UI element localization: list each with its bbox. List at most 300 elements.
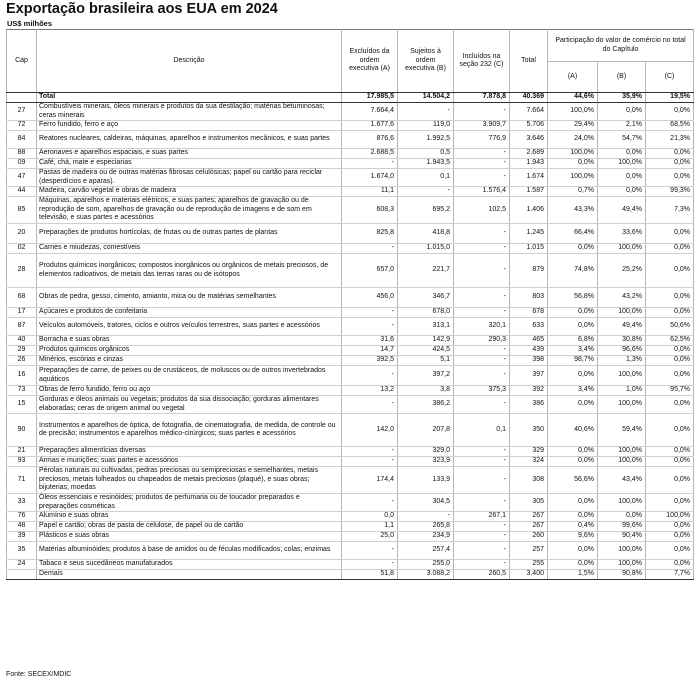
table-cell-description: Açúcares e produtos de confeitaria	[37, 308, 342, 318]
table-cell-share-a: 0,0%	[548, 447, 598, 457]
table-cell-total: 439	[510, 346, 548, 356]
table-cell-description: Preparações de produtos hortícolas, de frutas ou de outras partes de plantas	[37, 224, 342, 244]
table-cell-share-a: 9,6%	[548, 532, 598, 542]
table-cell-excluded: -	[342, 457, 398, 467]
table-cell-cap: 27	[7, 103, 37, 121]
table-cell-share-b: 100,0%	[598, 542, 646, 560]
table-cell-excluded: -	[342, 366, 398, 386]
table-cell-cap: 15	[7, 396, 37, 414]
table-cell-description: Obras de pedra, gesso, cimento, amianto, mica ou de matérias semelhantes	[37, 288, 342, 308]
table-cell-excluded: 31,6	[342, 336, 398, 346]
table-cell-excluded: 14,7	[342, 346, 398, 356]
table-cell-subject: 424,5	[398, 346, 454, 356]
table-cell-share-a: 44,6%	[548, 93, 598, 103]
table-cell-excluded: -	[342, 560, 398, 570]
table-cell-total: 5.706	[510, 121, 548, 131]
header-share-c: (C)	[646, 62, 694, 93]
table-cell-share-a: 0,0%	[548, 308, 598, 318]
table-cell-subject: 304,5	[398, 494, 454, 512]
table-cell-cap: 29	[7, 346, 37, 356]
table-row	[7, 512, 694, 522]
table-cell-share-a: 100,0%	[548, 149, 598, 159]
table-cell-share-a: 74,8%	[548, 254, 598, 288]
table-cell-share-a: 0,0%	[548, 244, 598, 254]
table-cell-total: 386	[510, 396, 548, 414]
table-cell-total: 2.689	[510, 149, 548, 159]
table-cell-excluded: 657,0	[342, 254, 398, 288]
table-cell-total: 267	[510, 512, 548, 522]
table-cell-share-b: 1,0%	[598, 386, 646, 396]
table-cell-excluded: 608,3	[342, 197, 398, 224]
table-cell-share-c: 50,6%	[646, 318, 694, 336]
table-cell-description: Armas e munições; suas partes e acessórios	[37, 457, 342, 467]
table-cell-share-c: 0,0%	[646, 414, 694, 447]
table-cell-share-b: 100,0%	[598, 457, 646, 467]
table-cell-share-c: 62,5%	[646, 336, 694, 346]
table-cell-share-a: 0,0%	[548, 366, 598, 386]
table-cell-included: -	[454, 467, 510, 494]
header-share-a: (A)	[548, 62, 598, 93]
table-cell-share-a: 0,0%	[548, 318, 598, 336]
unit-subtitle: US$ milhões	[7, 19, 53, 28]
table-cell-excluded: 392,5	[342, 356, 398, 366]
export-table	[6, 29, 694, 580]
table-cell-excluded: -	[342, 308, 398, 318]
table-cell-description: Tabaco e seus sucedâneos manufaturados	[37, 560, 342, 570]
table-cell-excluded: 825,8	[342, 224, 398, 244]
table-cell-share-c: 0,0%	[646, 103, 694, 121]
table-cell-description: Máquinas, aparelhos e materiais elétricos, e suas partes; aparelhos de gravação ou de reprodução de som, aparelhos de gravação ou de reprodução de imagens e de som em televisão, e suas partes e acessórios	[37, 197, 342, 224]
table-cell-included: 320,1	[454, 318, 510, 336]
table-cell-subject: 265,8	[398, 522, 454, 532]
source-note: Fonte: SECEX/MDIC	[6, 671, 72, 678]
table-cell-excluded: -	[342, 396, 398, 414]
table-cell-share-b: 25,2%	[598, 254, 646, 288]
table-cell-description: Plásticos e suas obras	[37, 532, 342, 542]
table-cell-cap: 35	[7, 542, 37, 560]
table-cell-total: 1.943	[510, 159, 548, 169]
table-cell-total: 257	[510, 542, 548, 560]
header-share-b: (B)	[598, 62, 646, 93]
table-cell-subject: 207,8	[398, 414, 454, 447]
table-cell-description: Instrumentos e aparelhos de óptica, de fotografia, de cinematografia, de medida, de controle ou de precisão; instrumentos e aparelhos médico-cirúrgicos; suas partes e acessórios	[37, 414, 342, 447]
table-cell-description: Preparações de carne, de peixes ou de crustáceos, de moluscos ou de outros invertebrados aquáticos	[37, 366, 342, 386]
table-body	[7, 93, 694, 580]
table-cell-included: -	[454, 366, 510, 386]
table-cell-total: 633	[510, 318, 548, 336]
table-cell-cap: 73	[7, 386, 37, 396]
table-cell-description: Óleos essenciais e resinóides; produtos de perfumaria ou de toucador preparados e preparações cosméticas	[37, 494, 342, 512]
table-cell-excluded: -	[342, 244, 398, 254]
table-cell-included: 1.576,4	[454, 187, 510, 197]
table-cell-excluded: -	[342, 159, 398, 169]
table-row	[7, 169, 694, 187]
table-cell-share-a: 0,0%	[548, 159, 598, 169]
table-row	[7, 159, 694, 169]
table-row	[7, 542, 694, 560]
table-cell-subject: -	[398, 512, 454, 522]
table-row	[7, 288, 694, 308]
table-cell-cap: 68	[7, 288, 37, 308]
table-row	[7, 346, 694, 356]
table-cell-share-a: 1,5%	[548, 570, 598, 580]
header-total: Total	[510, 30, 548, 93]
table-cell-share-b: 0,0%	[598, 169, 646, 187]
table-cell-cap: 48	[7, 522, 37, 532]
table-cell-subject: 142,9	[398, 336, 454, 346]
table-cell-included: 260,5	[454, 570, 510, 580]
table-cell-share-c: 100,0%	[646, 512, 694, 522]
table-cell-subject: 1.943,5	[398, 159, 454, 169]
table-cell-share-c: 19,5%	[646, 93, 694, 103]
table-cell-included: 267,1	[454, 512, 510, 522]
table-row	[7, 187, 694, 197]
table-cell-included: 7.878,8	[454, 93, 510, 103]
table-cell-share-c: 7,3%	[646, 197, 694, 224]
table-cell-included: -	[454, 542, 510, 560]
table-cell-excluded: -	[342, 542, 398, 560]
table-row	[7, 308, 694, 318]
table-cell-total: 392	[510, 386, 548, 396]
table-cell-included: -	[454, 103, 510, 121]
table-cell-description: Carnes e miudezas, comestíveis	[37, 244, 342, 254]
table-cell-cap: 24	[7, 560, 37, 570]
table-cell-cap: 40	[7, 336, 37, 346]
table-row-total	[7, 93, 694, 103]
table-cell-description: Minérios, escórias e cinzas	[37, 356, 342, 366]
header-included: Incluídos na seção 232 (C)	[454, 30, 510, 93]
table-row	[7, 386, 694, 396]
table-cell-share-b: 100,0%	[598, 366, 646, 386]
table-cell-cap: 44	[7, 187, 37, 197]
table-cell-excluded: 1.677,6	[342, 121, 398, 131]
table-cell-share-a: 0,4%	[548, 522, 598, 532]
table-cell-description: Papel e cartão; obras de pasta de celulose, de papel ou de cartão	[37, 522, 342, 532]
table-cell-description: Ferro fundido, ferro e aço	[37, 121, 342, 131]
table-cell-share-b: 0,0%	[598, 512, 646, 522]
table-cell-included: 375,3	[454, 386, 510, 396]
table-cell-share-b: 0,0%	[598, 149, 646, 159]
table-cell-cap: 09	[7, 159, 37, 169]
table-cell-excluded: -	[342, 447, 398, 457]
table-cell-excluded: -	[342, 494, 398, 512]
table-cell-share-a: 0,0%	[548, 457, 598, 467]
table-cell-share-c: 0,0%	[646, 308, 694, 318]
table-cell-cap: 02	[7, 244, 37, 254]
table-cell-cap: 20	[7, 224, 37, 244]
table-cell-included: -	[454, 447, 510, 457]
table-cell-included: -	[454, 346, 510, 356]
table-cell-total: 1.015	[510, 244, 548, 254]
table-cell-share-c: 0,0%	[646, 159, 694, 169]
table-cell-description: Gorduras e óleos animais ou vegetais; produtos da sua dissociação; gorduras alimentares elaboradas; ceras de origem animal ou vegetal	[37, 396, 342, 414]
table-cell-included: -	[454, 494, 510, 512]
table-cell-subject: 386,2	[398, 396, 454, 414]
table-cell-total: 3.400	[510, 570, 548, 580]
table-cell-subject: 313,1	[398, 318, 454, 336]
table-cell-share-b: 90,8%	[598, 570, 646, 580]
table-cell-share-c: 0,0%	[646, 224, 694, 244]
table-cell-cap: 93	[7, 457, 37, 467]
table-cell-total: 255	[510, 560, 548, 570]
table-row	[7, 570, 694, 580]
table-cell-share-b: 59,4%	[598, 414, 646, 447]
table-cell-share-b: 0,0%	[598, 187, 646, 197]
table-cell-description: Aeronaves e aparelhos espaciais, e suas partes	[37, 149, 342, 159]
table-cell-share-c: 99,3%	[646, 187, 694, 197]
table-cell-total: 267	[510, 522, 548, 532]
table-row	[7, 244, 694, 254]
table-row	[7, 318, 694, 336]
table-cell-share-c: 0,0%	[646, 346, 694, 356]
table-cell-share-a: 24,0%	[548, 131, 598, 149]
table-row	[7, 356, 694, 366]
table-cell-subject: 1.992,5	[398, 131, 454, 149]
table-cell-cap: 17	[7, 308, 37, 318]
table-cell-excluded: 25,0	[342, 532, 398, 542]
table-cell-cap: 39	[7, 532, 37, 542]
table-cell-cap: 88	[7, 149, 37, 159]
table-row	[7, 131, 694, 149]
table-cell-share-b: 54,7%	[598, 131, 646, 149]
table-row	[7, 494, 694, 512]
table-cell-cap: 47	[7, 169, 37, 187]
table-cell-description: Combustíveis minerais, óleos minerais e produtos da sua destilação; matérias betuminosas; ceras minerais	[37, 103, 342, 121]
table-cell-subject: 0,5	[398, 149, 454, 159]
table-cell-share-c: 0,0%	[646, 169, 694, 187]
table-row	[7, 336, 694, 346]
table-cell-included: 102,5	[454, 197, 510, 224]
table-cell-cap: 26	[7, 356, 37, 366]
table-cell-share-c: 95,7%	[646, 386, 694, 396]
header-subject: Sujeitos à ordem executiva (B)	[398, 30, 454, 93]
table-cell-share-b: 100,0%	[598, 447, 646, 457]
header-cap: Cap	[7, 30, 37, 93]
table-cell-total: 803	[510, 288, 548, 308]
table-row	[7, 149, 694, 159]
table-cell-share-b: 100,0%	[598, 244, 646, 254]
table-cell-excluded: 2.688,5	[342, 149, 398, 159]
table-cell-share-b: 90,4%	[598, 532, 646, 542]
table-cell-cap: 71	[7, 467, 37, 494]
table-cell-share-b: 2,1%	[598, 121, 646, 131]
table-cell-total: 40.369	[510, 93, 548, 103]
table-cell-share-c: 0,0%	[646, 542, 694, 560]
table-cell-total: 7.664	[510, 103, 548, 121]
table-cell-share-a: 6,8%	[548, 336, 598, 346]
table-cell-share-b: 0,0%	[598, 103, 646, 121]
table-cell-excluded: 174,4	[342, 467, 398, 494]
table-cell-included: 290,3	[454, 336, 510, 346]
table-cell-share-a: 0,0%	[548, 512, 598, 522]
table-cell-total: 397	[510, 366, 548, 386]
table-cell-cap: 90	[7, 414, 37, 447]
table-cell-share-a: 98,7%	[548, 356, 598, 366]
table-cell-excluded: -	[342, 318, 398, 336]
table-cell-share-c: 0,0%	[646, 366, 694, 386]
table-cell-included: -	[454, 308, 510, 318]
table-cell-share-b: 30,8%	[598, 336, 646, 346]
table-cell-cap	[7, 93, 37, 103]
table-cell-subject: 257,4	[398, 542, 454, 560]
table-cell-total: 1.674	[510, 169, 548, 187]
table-cell-share-c: 0,0%	[646, 560, 694, 570]
table-row	[7, 447, 694, 457]
table-cell-subject: 329,0	[398, 447, 454, 457]
table-cell-share-c: 0,0%	[646, 396, 694, 414]
table-cell-total: 465	[510, 336, 548, 346]
table-cell-subject: 119,0	[398, 121, 454, 131]
table-cell-share-c: 0,0%	[646, 254, 694, 288]
table-row	[7, 457, 694, 467]
table-cell-share-c: 0,0%	[646, 494, 694, 512]
table-cell-cap: 28	[7, 254, 37, 288]
table-cell-excluded: 456,0	[342, 288, 398, 308]
table-cell-subject: 678,0	[398, 308, 454, 318]
table-cell-subject: 133,9	[398, 467, 454, 494]
table-cell-total: 305	[510, 494, 548, 512]
table-cell-share-b: 100,0%	[598, 560, 646, 570]
table-cell-total: 350	[510, 414, 548, 447]
table-cell-total: 308	[510, 467, 548, 494]
table-row	[7, 414, 694, 447]
table-cell-share-b: 100,0%	[598, 396, 646, 414]
table-cell-description: Borracha e suas obras	[37, 336, 342, 346]
table-cell-subject: -	[398, 103, 454, 121]
table-cell-share-a: 0,0%	[548, 396, 598, 414]
table-cell-cap: 87	[7, 318, 37, 336]
table-row	[7, 254, 694, 288]
table-cell-share-c: 0,0%	[646, 532, 694, 542]
table-cell-included: -	[454, 149, 510, 159]
table-cell-description: Demais	[37, 570, 342, 580]
table-cell-included: -	[454, 396, 510, 414]
table-cell-description: Pastas de madeira ou de outras matérias fibrosas celulósicas; papel ou cartão para reciclar (desperdícios e aparas).	[37, 169, 342, 187]
table-cell-subject: 0,1	[398, 169, 454, 187]
table-cell-share-c: 7,7%	[646, 570, 694, 580]
table-cell-share-b: 100,0%	[598, 159, 646, 169]
table-cell-excluded: 13,2	[342, 386, 398, 396]
header-participation: Participação do valor de comércio no total do Capítulo	[548, 30, 694, 62]
table-cell-included: -	[454, 224, 510, 244]
table-cell-share-a: 56,6%	[548, 467, 598, 494]
table-cell-share-b: 49,4%	[598, 318, 646, 336]
table-cell-share-b: 1,3%	[598, 356, 646, 366]
table-cell-share-a: 40,6%	[548, 414, 598, 447]
table-cell-share-a: 56,8%	[548, 288, 598, 308]
table-cell-share-b: 49,4%	[598, 197, 646, 224]
header-description: Descrição	[37, 30, 342, 93]
table-cell-included: 776,9	[454, 131, 510, 149]
table-cell-share-a: 43,3%	[548, 197, 598, 224]
table-cell-total: 879	[510, 254, 548, 288]
table-row	[7, 396, 694, 414]
table-cell-share-c: 21,3%	[646, 131, 694, 149]
table-cell-share-a: 0,0%	[548, 560, 598, 570]
table-cell-description: Produtos químicos orgânicos	[37, 346, 342, 356]
table-cell-description: Veículos automóveis, tratores, ciclos e outros veículos terrestres, suas partes e acessórios	[37, 318, 342, 336]
table-cell-excluded: 11,1	[342, 187, 398, 197]
table-cell-total: 678	[510, 308, 548, 318]
table-cell-description: Matérias albuminóides; produtos à base de amidos ou de féculas modificados; colas; enzimas	[37, 542, 342, 560]
table-cell-total: 1.406	[510, 197, 548, 224]
table-cell-cap: 16	[7, 366, 37, 386]
table-cell-share-b: 43,4%	[598, 467, 646, 494]
table-cell-share-a: 100,0%	[548, 103, 598, 121]
table-cell-total: 1.245	[510, 224, 548, 244]
table-cell-total: 329	[510, 447, 548, 457]
table-cell-share-c: 0,0%	[646, 467, 694, 494]
table-cell-included: 3.909,7	[454, 121, 510, 131]
table-row	[7, 522, 694, 532]
table-cell-included: -	[454, 159, 510, 169]
table-cell-subject: 221,7	[398, 254, 454, 288]
table-cell-share-b: 96,6%	[598, 346, 646, 356]
table-cell-subject: 346,7	[398, 288, 454, 308]
table-row	[7, 532, 694, 542]
table-cell-included: -	[454, 356, 510, 366]
table-row	[7, 560, 694, 570]
table-cell-share-c: 0,0%	[646, 447, 694, 457]
table-cell-share-c: 0,0%	[646, 356, 694, 366]
table-cell-subject: 418,8	[398, 224, 454, 244]
table-cell-share-a: 66,4%	[548, 224, 598, 244]
table-cell-included: 0,1	[454, 414, 510, 447]
table-cell-share-b: 33,6%	[598, 224, 646, 244]
table-cell-excluded: 17.985,5	[342, 93, 398, 103]
table-cell-cap	[7, 570, 37, 580]
header-excluded: Excluídos da ordem executiva (A)	[342, 30, 398, 93]
table-cell-share-a: 0,0%	[548, 542, 598, 560]
table-cell-excluded: 1.674,0	[342, 169, 398, 187]
table-cell-subject: 1.015,0	[398, 244, 454, 254]
table-cell-total: 260	[510, 532, 548, 542]
table-cell-subject: 14.504,2	[398, 93, 454, 103]
table-cell-total: 3.646	[510, 131, 548, 149]
table-cell-excluded: 142,0	[342, 414, 398, 447]
table-cell-share-a: 100,0%	[548, 169, 598, 187]
table-cell-share-a: 0,0%	[548, 494, 598, 512]
table-cell-included: -	[454, 457, 510, 467]
table-cell-cap: 85	[7, 197, 37, 224]
table-cell-included: -	[454, 532, 510, 542]
table-cell-share-b: 99,6%	[598, 522, 646, 532]
table-cell-included: -	[454, 169, 510, 187]
table-cell-included: -	[454, 560, 510, 570]
table-cell-description: Obras de ferro fundido, ferro ou aço	[37, 386, 342, 396]
table-cell-cap: 21	[7, 447, 37, 457]
table-cell-share-a: 3,4%	[548, 346, 598, 356]
table-cell-subject: 397,2	[398, 366, 454, 386]
table-cell-cap: 76	[7, 512, 37, 522]
table-cell-share-b: 100,0%	[598, 494, 646, 512]
table-cell-included: -	[454, 244, 510, 254]
table-row	[7, 197, 694, 224]
table-cell-cap: 33	[7, 494, 37, 512]
table-cell-description: Café, chá, mate e especiarias	[37, 159, 342, 169]
table-cell-subject: 3,8	[398, 386, 454, 396]
table-cell-share-b: 43,2%	[598, 288, 646, 308]
table-cell-included: -	[454, 522, 510, 532]
table-row	[7, 467, 694, 494]
table-cell-subject: 255,0	[398, 560, 454, 570]
table-cell-subject: 695,2	[398, 197, 454, 224]
page-title: Exportação brasileira aos EUA em 2024	[6, 1, 278, 17]
table-cell-share-b: 100,0%	[598, 308, 646, 318]
table-cell-share-a: 3,4%	[548, 386, 598, 396]
table-cell-subject: 234,9	[398, 532, 454, 542]
table-cell-excluded: 7.664,4	[342, 103, 398, 121]
